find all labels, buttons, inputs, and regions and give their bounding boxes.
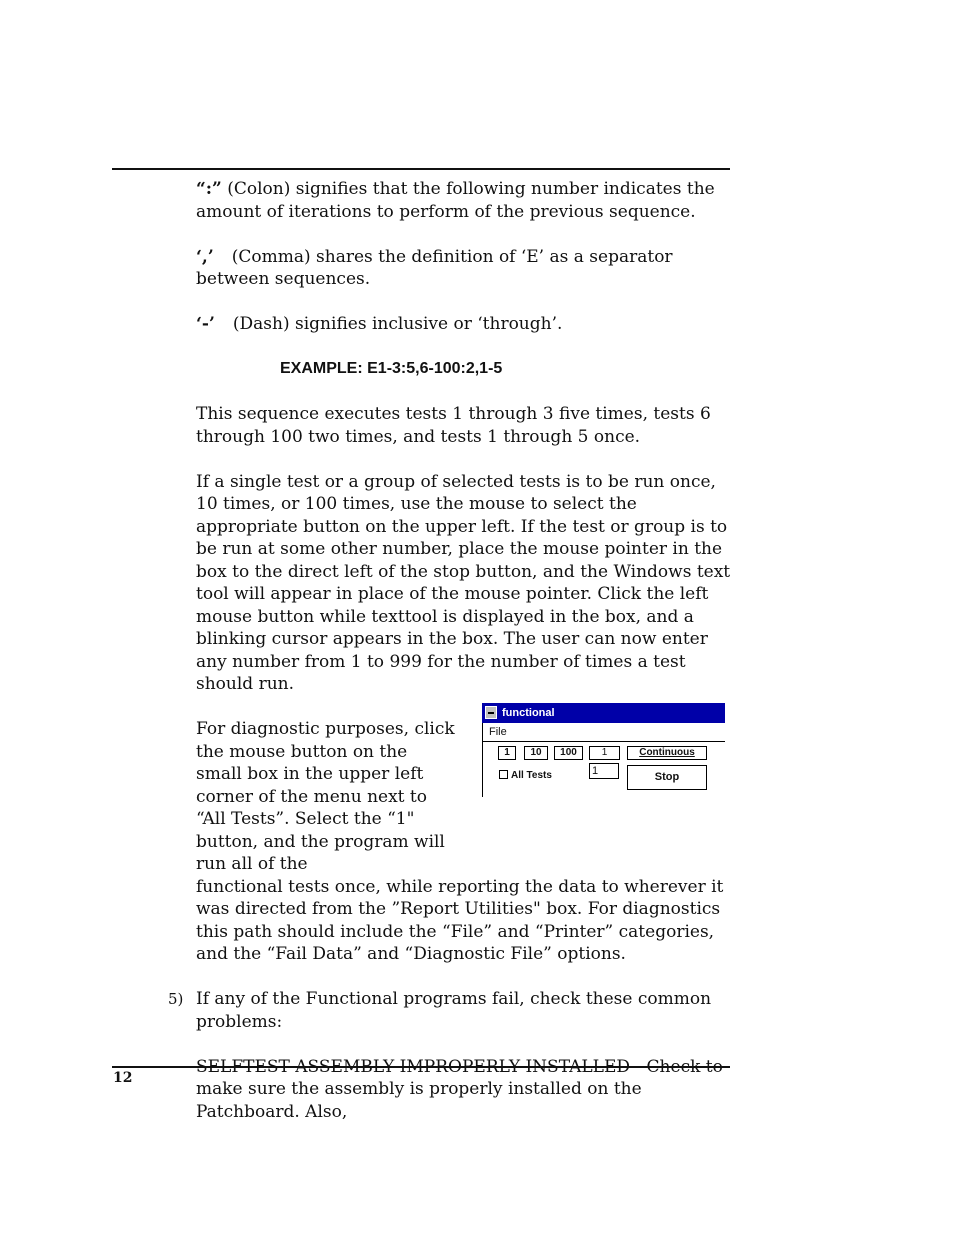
diagnostic-text-left: For diagnostic purposes, click the mouse button on the small box in the upper left corner of the menu next to “All Tests”. Select the “1" button, and the program will run all of the xyxy=(196,719,455,874)
bottom-rule xyxy=(112,1066,730,1068)
diagnostic-text-continued: functional tests once, while reporting the data to wherever it was directed from the ”Report Utilities" box. For diagnostics this path should include the “File” and “Printer” categories, and the “Fail Data” and “Diagnostic File” options. xyxy=(196,876,724,964)
single-test-paragraph: If a single test or a group of selected tests is to be run once, 10 times, or 100 times, use the mouse to select the appropriate button on the upper left. If the test or group is to be run at some other number, place the mouse pointer in the box to the direct left of the stop button, and the Windows text tool will appear in place of the mouse pointer. Click the left mouse button while texttool is displayed in the box, and a blinking cursor appears in the box. The user can now enter any number from 1 to 999 for the number of times a test should run. xyxy=(196,471,731,694)
list-item-5 xyxy=(168,988,736,1033)
dash-symbol: ‘-’ xyxy=(196,314,215,334)
list-number: 5) xyxy=(168,990,184,1008)
page-number: 12 xyxy=(113,1070,133,1086)
sequence-explanation: This sequence executes tests 1 through 3 five times, tests 6 through 100 two times, and tests 1 through 5 once. xyxy=(196,404,711,447)
all-tests-checkbox[interactable] xyxy=(499,770,552,782)
top-rule xyxy=(112,168,730,170)
example-line: EXAMPLE: E1-3:5,6-100:2,1-5 xyxy=(280,360,503,377)
comma-text: (Comma) shares the definition of ‘E’ as a separator between sequences. xyxy=(196,246,673,289)
comma-symbol: ‘,’ xyxy=(196,246,214,267)
menu-bar xyxy=(483,723,725,742)
run-100-button[interactable]: 100 xyxy=(554,746,583,760)
selftest-paragraph: SELFTEST ASSEMBLY IMPROPERLY INSTALLED - Check to make sure the assembly is properly installed on the Patchboard. Also, xyxy=(196,1056,723,1122)
comma-paragraph xyxy=(196,246,736,291)
colon-text: (Colon) signifies that the following number indicates the amount of iterations to perform of the previous sequence. xyxy=(196,179,715,222)
list-item-text: If any of the Functional programs fail, check these common problems: xyxy=(196,989,712,1032)
colon-symbol: “:” xyxy=(196,179,222,199)
count-input[interactable]: 1 xyxy=(589,763,619,779)
dash-text: (Dash) signifies inclusive or ‘through’. xyxy=(232,314,563,334)
all-tests-label: All Tests xyxy=(511,770,552,781)
run-10-button[interactable]: 10 xyxy=(524,746,548,760)
run-1-button[interactable]: 1 xyxy=(498,746,516,760)
stop-button[interactable]: Stop xyxy=(627,765,707,790)
window-titlebar xyxy=(482,703,725,723)
checkbox-icon[interactable] xyxy=(499,770,508,779)
dash-paragraph xyxy=(196,313,736,336)
window-title: functional xyxy=(502,707,555,719)
colon-paragraph xyxy=(196,178,736,223)
continuous-button[interactable]: Continuous xyxy=(627,746,707,760)
body-text xyxy=(168,178,736,1146)
menu-file[interactable]: File xyxy=(489,726,507,738)
functional-window-screenshot xyxy=(482,703,725,797)
count-display: 1 xyxy=(589,746,620,760)
system-menu-icon[interactable] xyxy=(485,706,497,719)
